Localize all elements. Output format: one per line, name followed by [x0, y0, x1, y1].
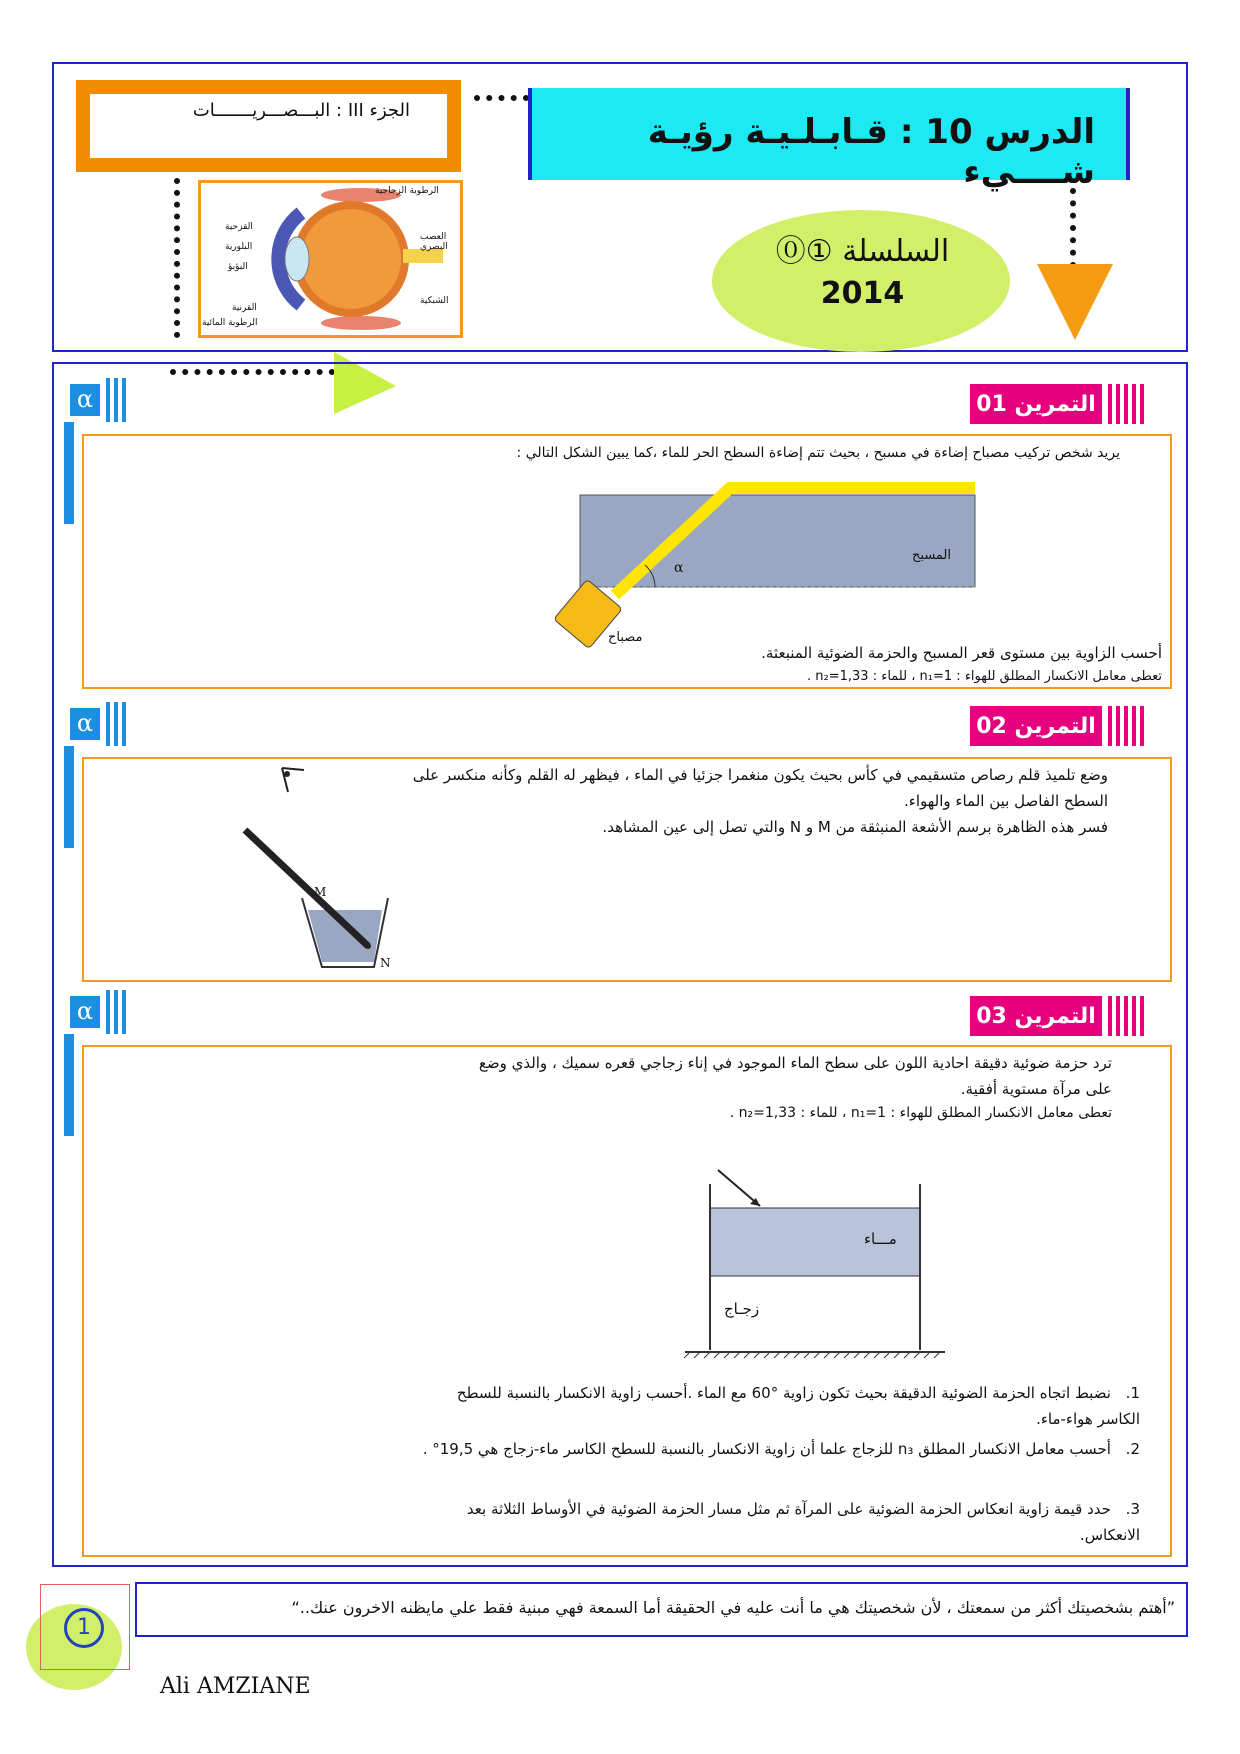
ex3-question-2-num: 2.	[1125, 1440, 1140, 1458]
ex2-stripes	[1108, 706, 1144, 746]
ex2-alpha-tab	[64, 702, 134, 746]
ex3-container-figure	[680, 1160, 950, 1360]
series-year: 2014	[820, 276, 905, 311]
eye-label-2: البلورية	[225, 242, 253, 252]
ex1-angle-label: α	[674, 560, 684, 576]
ex1-line-0: يريد شخص تركيب مصباح إضاءة في مسبح ، بحيث تتم إضاءة السطح الحر للماء ،كما يبين الشكل التالي :	[516, 445, 1120, 461]
ex2-title: التمرين 02	[970, 706, 1102, 746]
ex3-line-1: تعطى معامل الانكسار المطلق للهواء : n₁=1 ، للماء : n₂=1,33 .	[729, 1105, 1112, 1121]
part-label-box	[76, 80, 461, 172]
page-number: 1	[77, 1615, 91, 1640]
ex2-point-m: M	[314, 885, 327, 899]
orange-triangle	[1035, 262, 1115, 342]
lesson-title: الدرس 10 : قـابـلـيـة رؤيـة شــــيء	[647, 112, 1095, 192]
dots-top	[474, 95, 529, 101]
eye-label-1: القزحية	[225, 222, 253, 232]
ex2-alpha-label: α	[70, 708, 100, 740]
ex1-line-2: تعطى معامل الانكسار المطلق للهواء : n₁=1 ، للماء : n₂=1,33 .	[807, 669, 1162, 684]
ex3-blue-bar	[64, 1034, 74, 1136]
dots-left	[174, 178, 180, 338]
author-name: Ali AMZIANE	[160, 1674, 311, 1699]
dots-right	[1070, 188, 1076, 268]
ex3-alpha-tab	[64, 990, 134, 1034]
eye-label-6: العصب البصري	[420, 232, 448, 252]
ex3-glass-label: زجـاج	[724, 1300, 760, 1318]
ex3-question-3-text: حدد قيمة زاوية انعكاس الحزمة الضوئية على المرآة ثم مثل مسار الحزمة الضوئية في الأوساط الثلاثة بعد الانعكاس.	[466, 1500, 1140, 1544]
ex1-line-1: أحسب الزاوية بين مستوى قعر المسبح والحزمة الضوئية المنبعثة.	[761, 644, 1162, 662]
ex3-stripes	[1108, 996, 1144, 1036]
ex3-question-3	[420, 1496, 1140, 1548]
ex2-line-1: فسر هذه الظاهرة برسم الأشعة المنبثقة من M و N والتي تصل إلى عين المشاهد.	[602, 818, 1108, 836]
ex1-pool-label: المسبح	[912, 548, 951, 563]
ex1-stripes	[1108, 384, 1144, 424]
ex3-question-1	[420, 1380, 1140, 1432]
ex3-question-1-text: نضبط اتجاه الحزمة الضوئية الدقيقة بحيث تكون زاوية °60 مع الماء .أحسب زاوية الانكسار بالنسبة للسطح الكاسر هواء-ماء.	[456, 1384, 1140, 1428]
ex1-alpha-tab	[64, 378, 134, 422]
ex3-question-1-num: 1.	[1125, 1384, 1140, 1402]
eye-label-4: القرنية	[232, 303, 257, 313]
ex1-pool-figure	[555, 480, 985, 650]
eye-label-0: الرطوبة الزجاجية	[375, 186, 439, 196]
ex3-water-label: مـــاء	[864, 1230, 897, 1248]
footer-quote: ”أهتم بشخصيتك أكثر من سمعتك ، لأن شخصيتك هي ما أنت عليه في الحقيقة أما السمعة فهي مبنية فقط علي مايظنه الاخرون عنك..“	[291, 1598, 1175, 1617]
ex2-pencil	[245, 830, 368, 946]
eye-diagram	[198, 180, 463, 338]
eye-label-7: الشبكية	[420, 296, 449, 306]
part-label: الجزء III : البـــصـــريـــــــات	[192, 100, 410, 121]
ex1-blue-bar	[64, 422, 74, 524]
eye-label-3: البؤبؤ	[228, 262, 248, 272]
ex3-question-2-text: أحسب معامل الانكسار المطلق n₃ للزجاج علما أن زاوية الانكسار بالنسبة للسطح الكاسر ماء-زجاج هي 19,5° .	[422, 1440, 1111, 1458]
ex1-title: التمرين 01	[970, 384, 1102, 424]
ex3-alpha-label: α	[70, 996, 100, 1028]
ex3-question-2	[420, 1436, 1140, 1462]
ex1-lamp-label: مصباح	[608, 630, 643, 645]
eye-label-5: الرطوبة المائية	[202, 318, 258, 328]
ex3-question-3-num: 3.	[1125, 1500, 1140, 1518]
ex2-blue-bar	[64, 746, 74, 848]
ex3-title: التمرين 03	[970, 996, 1102, 1036]
series-label: السلسلة ①⓪	[775, 234, 950, 269]
ex2-glass-figure	[230, 762, 430, 982]
ex2-line-0: وضع تلميذ قلم رصاص متسقيمي في كأس بحيث يكون منغمرا جزئيا في الماء ، فيظهر له القلم وكأنه منكسر على السطح الفاصل بين الماء والهواء.	[412, 766, 1108, 810]
ex1-alpha-label: α	[70, 384, 100, 416]
ex3-line-0: ترد حزمة ضوئية دقيقة احادية اللون على سطح الماء الموجود في إناء زجاجي قعره سميك ، والذي وضع على مرآة مستوية أفقية.	[478, 1054, 1112, 1098]
ex2-point-n: N	[380, 956, 391, 970]
